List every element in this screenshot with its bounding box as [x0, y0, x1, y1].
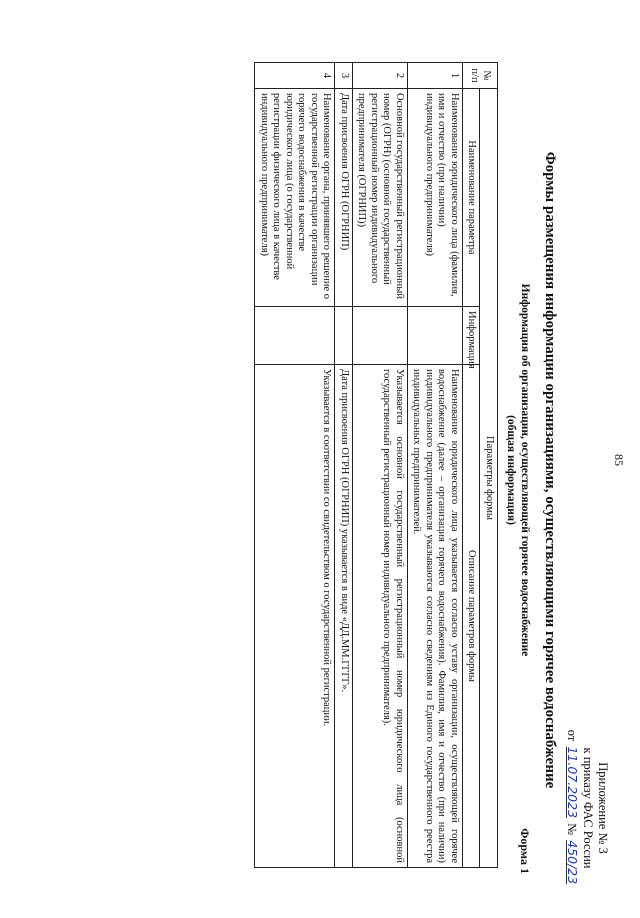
appendix-order-date-line: [564, 708, 580, 908]
row-description: Указывается в соответствии со свидетельством о государственной регистрации.: [255, 365, 335, 868]
order-number: 450/23: [565, 840, 580, 885]
row-description: Наименование юридического лица указывается согласно уставу организации, осуществляющей горячее водоснабжение (далее – организация горячего водоснабжения). Фамилия, имя и отчество (при наличии) индивидуального предпринимателя указываются согласно сведениям из Единого государственного реестра индивидуальных предпринимателей.: [408, 365, 463, 868]
table-row: [408, 63, 463, 868]
form-subtitle-line1: Информация об организации, осуществляющей горячее водоснабжение: [519, 283, 531, 657]
row-description: Указывается основной государственный регистрационный номер юридического лица (основной государственный регистрационный номер индивидуального предпринимателя).: [353, 365, 408, 868]
appendix-order-ref: к приказу ФАС России: [581, 747, 595, 869]
row-num: 2: [353, 63, 408, 89]
row-param-name: Основной государственный регистрационный номер (ОГРН) (основной государственный регистрационный номер индивидуального предпринимателя (ОГРНИП)): [353, 89, 408, 307]
header-name: Наименование параметра: [463, 89, 481, 307]
row-info: [255, 307, 335, 365]
row-param-name: Наименование органа, принявшего решение о государственной регистрации организации горячего водоснабжения в качестве юридического лица (о государственной регистрации физического лица в качестве индивидуального предпринимателя): [255, 89, 335, 307]
document-title: Формы размещения информации организациями, осуществляющими горячее водоснабжение: [542, 151, 558, 789]
row-info: [408, 307, 463, 365]
form-subtitle-line2: (общая информация): [505, 415, 517, 525]
order-prefix: от: [565, 729, 579, 742]
appendix-title: Приложение № 3: [596, 762, 610, 854]
table-row: [255, 63, 335, 868]
appendix-header: [564, 708, 610, 908]
table-row: [353, 63, 408, 868]
table-row: [335, 63, 353, 868]
row-param-name: Дата присвоения ОГРН (ОГРНИП): [335, 89, 353, 307]
header-num: № п/п: [463, 63, 498, 89]
parameters-table: [255, 62, 499, 868]
row-info: [353, 307, 408, 365]
row-num: 3: [335, 63, 353, 89]
number-sign: №: [565, 823, 579, 836]
form-subtitle: [504, 40, 532, 900]
order-date: 11.07.2023: [565, 746, 580, 819]
row-description: Дата присвоения ОГРН (ОГРНИП) указывается в виде «ДД.ММ.ГГГГ».: [335, 365, 353, 868]
header-desc: Описание параметров формы: [463, 365, 481, 868]
row-num: 1: [408, 63, 463, 89]
row-info: [335, 307, 353, 365]
header-info: Информация: [463, 307, 481, 365]
row-param-name: Наименование юридического лица (фамилия, имя и отчество (при наличии) индивидуального предпринимателя): [408, 89, 463, 307]
form-label: Форма 1: [518, 828, 532, 874]
header-group: Параметры формы: [480, 89, 498, 868]
page-number: 85: [612, 454, 626, 466]
row-num: 4: [255, 63, 335, 89]
